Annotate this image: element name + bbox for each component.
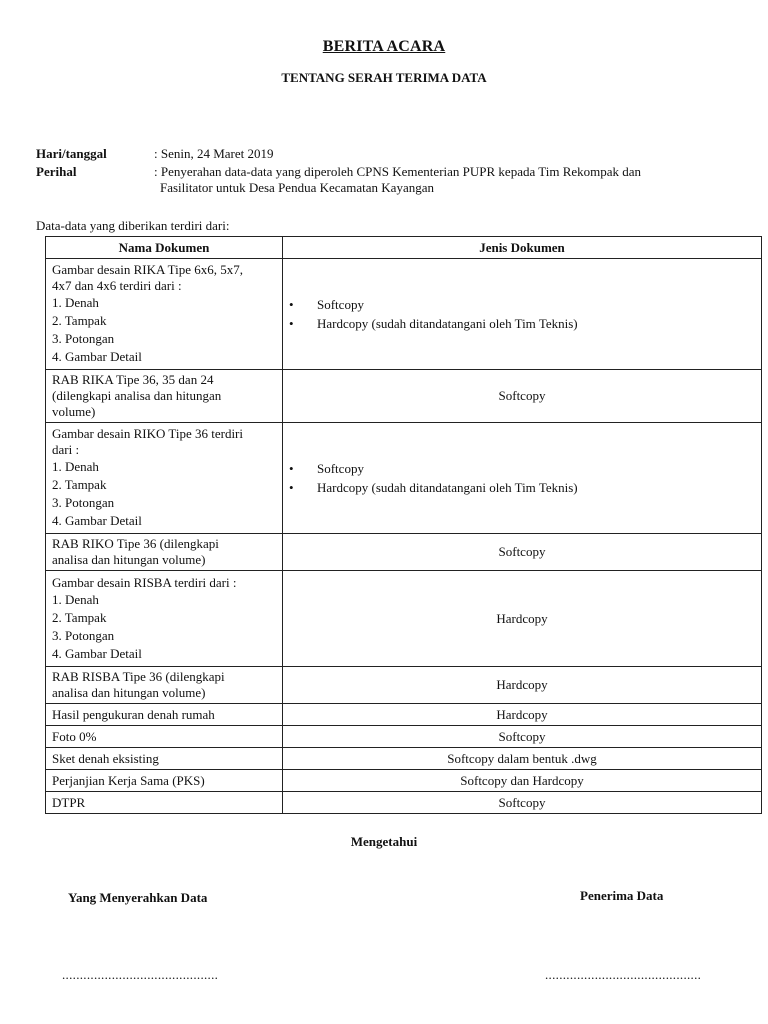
nama-dokumen-line: 3. Potongan — [52, 627, 115, 643]
nama-dokumen-line: DTPR — [52, 794, 86, 810]
bullet-item — [289, 295, 755, 314]
nama-dokumen-cell — [46, 748, 283, 770]
intro-text: Data-data yang diberikan terdiri dari: — [36, 218, 230, 233]
subject-value — [154, 164, 734, 196]
jenis-dokumen-cell: Hardcopy — [283, 704, 762, 726]
bullet-icon: • — [289, 461, 294, 476]
nama-dokumen-line: Hasil pengukuran denah rumah — [52, 706, 215, 722]
nama-dokumen-line: RAB RIKO Tipe 36 (dilengkapi — [52, 536, 219, 551]
nama-dokumen-cell — [46, 792, 283, 814]
nama-dokumen-line: Foto 0% — [52, 728, 97, 744]
table-row — [46, 423, 762, 534]
giver-label: Yang Menyerahkan Data — [68, 890, 208, 905]
table-row — [46, 534, 762, 571]
jenis-dokumen-cell: Softcopy — [283, 370, 762, 423]
nama-dokumen-cell — [46, 370, 283, 423]
bullet-item — [289, 478, 755, 497]
jenis-dokumen-cell: Softcopy — [283, 726, 762, 748]
header-nama-dokumen: Nama Dokumen — [46, 237, 283, 259]
nama-dokumen-line: analisa dan hitungan volume) — [52, 552, 206, 567]
document-subtitle: TENTANG SERAH TERIMA DATA — [281, 70, 487, 85]
jenis-dokumen-cell: Hardcopy — [283, 571, 762, 667]
table-row — [46, 667, 762, 704]
nama-dokumen-line: analisa dan hitungan volume) — [52, 685, 206, 700]
nama-dokumen-line: Perjanjian Kerja Sama (PKS) — [52, 772, 205, 788]
jenis-dokumen-cell: Softcopy dalam bentuk .dwg — [283, 748, 762, 770]
table-row — [46, 748, 762, 770]
nama-dokumen-line: 4x7 dan 4x6 terdiri dari : — [52, 278, 182, 293]
nama-dokumen-line: Sket denah eksisting — [52, 750, 159, 766]
nama-dokumen-line: 2. Tampak — [52, 313, 107, 328]
nama-dokumen-line: 2. Tampak — [52, 477, 107, 492]
table-row — [46, 704, 762, 726]
jenis-dokumen-cell: Softcopy dan Hardcopy — [283, 770, 762, 792]
nama-dokumen-cell — [46, 704, 283, 726]
jenis-dokumen-list — [283, 259, 762, 370]
nama-dokumen-line: 4. Gambar Detail — [52, 513, 142, 528]
nama-dokumen-line: Gambar desain RISBA terdiri dari : — [52, 574, 237, 590]
nama-dokumen-line: RAB RIKA Tipe 36, 35 dan 24 — [52, 372, 214, 387]
nama-dokumen-line: (dilengkapi analisa dan hitungan — [52, 388, 222, 403]
subject-label: Perihal — [36, 164, 77, 179]
bullet-icon: • — [289, 480, 294, 495]
table-row — [46, 571, 762, 667]
table-row — [46, 370, 762, 423]
bullet-icon: • — [289, 316, 294, 331]
nama-dokumen-line: RAB RISBA Tipe 36 (dilengkapi — [52, 669, 225, 684]
bullet-text: Softcopy — [317, 297, 364, 312]
table-row — [46, 259, 762, 370]
bullet-text: Softcopy — [317, 461, 364, 476]
header-jenis-dokumen: Jenis Dokumen — [283, 237, 762, 259]
table-header-row — [46, 237, 762, 259]
nama-dokumen-line: 1. Denah — [52, 459, 99, 474]
nama-dokumen-line: 4. Gambar Detail — [52, 645, 142, 661]
table-row — [46, 726, 762, 748]
nama-dokumen-line: 3. Potongan — [52, 331, 115, 346]
nama-dokumen-line: 1. Denah — [52, 591, 99, 607]
nama-dokumen-line: Gambar desain RIKA Tipe 6x6, 5x7, — [52, 262, 244, 277]
nama-dokumen-cell — [46, 534, 283, 571]
bullet-text: Hardcopy (sudah ditandatangani oleh Tim Teknis) — [317, 480, 578, 495]
nama-dokumen-line: 1. Denah — [52, 295, 99, 310]
nama-dokumen-cell — [46, 259, 283, 370]
nama-dokumen-cell — [46, 667, 283, 704]
nama-dokumen-line: 3. Potongan — [52, 495, 115, 510]
jenis-dokumen-cell: Hardcopy — [283, 667, 762, 704]
giver-signature-line: ............................................ — [62, 967, 219, 982]
bullet-icon: • — [289, 297, 294, 312]
bullet-item — [289, 314, 755, 333]
nama-dokumen-cell — [46, 571, 283, 667]
nama-dokumen-line: Gambar desain RIKO Tipe 36 terdiri — [52, 426, 244, 441]
bullet-item — [289, 459, 755, 478]
nama-dokumen-line: 2. Tampak — [52, 609, 107, 625]
date-value: : Senin, 24 Maret 2019 — [154, 146, 274, 161]
nama-dokumen-cell — [46, 726, 283, 748]
jenis-dokumen-cell: Softcopy — [283, 534, 762, 571]
nama-dokumen-line: 4. Gambar Detail — [52, 349, 142, 364]
document-title: BERITA ACARA — [322, 38, 446, 55]
nama-dokumen-cell — [46, 770, 283, 792]
table-row — [46, 770, 762, 792]
nama-dokumen-line: volume) — [52, 404, 96, 419]
jenis-dokumen-list — [283, 423, 762, 534]
nama-dokumen-cell — [46, 423, 283, 534]
receiver-label: Penerima Data — [580, 888, 664, 903]
document-table — [45, 236, 762, 814]
date-label: Hari/tanggal — [36, 146, 107, 161]
acknowledge-label: Mengetahui — [350, 834, 418, 849]
table-row — [46, 792, 762, 814]
subject-line-1: : Penyerahan data-data yang diperoleh CPNS Kementerian PUPR kepada Tim Rekompak dan — [154, 164, 642, 179]
receiver-signature-line: ............................................ — [545, 967, 702, 982]
bullet-text: Hardcopy (sudah ditandatangani oleh Tim Teknis) — [317, 316, 578, 331]
nama-dokumen-line: dari : — [52, 442, 80, 457]
subject-line-2: Fasilitator untuk Desa Pendua Kecamatan Kayangan — [160, 180, 434, 195]
jenis-dokumen-cell: Softcopy — [283, 792, 762, 814]
